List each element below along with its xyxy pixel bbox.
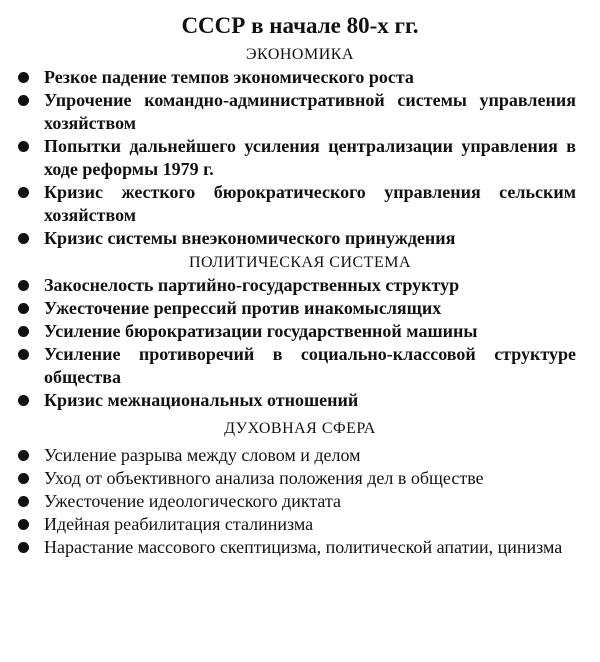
list-item: Попытки дальнейшего усиления централизации управления в ходе реформы 1979 г. — [14, 135, 576, 181]
spiritual-list — [14, 444, 576, 559]
bullet-icon — [18, 496, 29, 507]
economy-list — [14, 66, 576, 250]
bullet-icon — [18, 473, 29, 484]
section-heading-economy: ЭКОНОМИКА — [245, 46, 354, 63]
list-item: Кризис жесткого бюрократического управления сельским хозяйством — [14, 181, 576, 227]
bullet-icon — [18, 95, 29, 106]
list-item: Усиление разрыва между словом и делом — [14, 444, 576, 467]
bullet-icon — [18, 450, 29, 461]
list-item: Нарастание массового скептицизма, политической апатии, цинизма — [14, 536, 576, 559]
bullet-icon — [18, 303, 29, 314]
bullet-icon — [18, 395, 29, 406]
section-heading-politics: ПОЛИТИЧЕСКАЯ СИСТЕМА — [188, 254, 411, 271]
list-item: Ужесточение идеологического диктата — [14, 490, 576, 513]
bullet-icon — [18, 349, 29, 360]
list-item: Идейная реабилитация сталинизма — [14, 513, 576, 536]
bullet-icon — [18, 187, 29, 198]
page-title: СССР в начале 80-х гг. — [181, 13, 419, 38]
list-item: Уход от объективного анализа положения дел в обществе — [14, 467, 576, 490]
bullet-icon — [18, 233, 29, 244]
politics-list — [14, 274, 576, 412]
bullet-icon — [18, 141, 29, 152]
list-item: Упрочение командно-административной системы управления хозяйством — [14, 89, 576, 135]
list-item: Усиление противоречий в социально-классовой структуре общества — [14, 343, 576, 389]
list-item: Закоснелость партийно-государственных структур — [14, 274, 576, 297]
bullet-icon — [18, 542, 29, 553]
list-item: Кризис системы внеэкономического принуждения — [14, 227, 576, 250]
bullet-icon — [18, 519, 29, 530]
list-item: Усиление бюрократизации государственной машины — [14, 320, 576, 343]
section-heading-spiritual: ДУХОВНАЯ СФЕРА — [224, 420, 376, 437]
bullet-icon — [18, 72, 29, 83]
list-item: Ужесточение репрессий против инакомыслящих — [14, 297, 576, 320]
list-item: Резкое падение темпов экономического роста — [14, 66, 576, 89]
bullet-icon — [18, 280, 29, 291]
bullet-icon — [18, 326, 29, 337]
list-item: Кризис межнациональных отношений — [14, 389, 576, 412]
